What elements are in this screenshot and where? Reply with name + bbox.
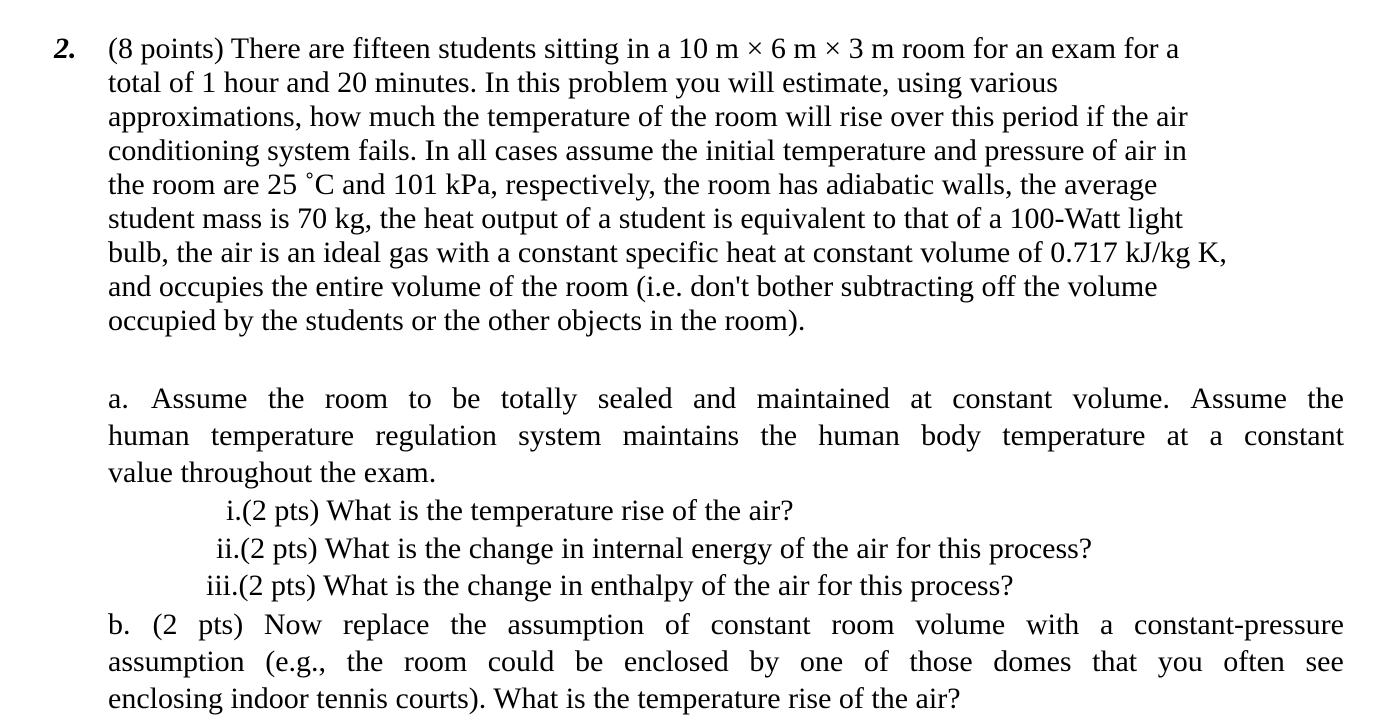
- word: the: [267, 382, 305, 415]
- word: those: [909, 645, 973, 678]
- word: domes: [993, 645, 1072, 678]
- part-b-line-row: [108, 643, 1344, 680]
- word: assumption: [108, 645, 245, 678]
- part-b-first-line: [108, 606, 1344, 643]
- part-a: [108, 380, 1344, 491]
- part-a-label: a.: [108, 382, 129, 415]
- subpart-text: (2 pts) What is the change in internal energy of the air for this process?: [240, 532, 1093, 565]
- word: temperature: [1002, 419, 1146, 452]
- intro-line: bulb, the air is an ideal gas with a constant specific heat at constant volume of 0.717 kJ/kg K,: [108, 236, 1227, 269]
- word: with: [1025, 608, 1080, 641]
- part-a-line: [151, 380, 1344, 417]
- subpart-label: i.: [226, 494, 242, 527]
- word: the: [346, 645, 384, 678]
- intro-line: total of 1 hour and 20 minutes. In this problem you will estimate, using various: [108, 66, 1058, 99]
- word: enclosed: [623, 645, 729, 678]
- intro-line: conditioning system fails. In all cases assume the initial temperature and pressure of air in: [108, 134, 1187, 167]
- word: could: [487, 645, 555, 678]
- word: at: [910, 382, 932, 415]
- part-a-first-line: [108, 380, 1344, 417]
- word: the: [1307, 382, 1344, 415]
- word: human: [818, 419, 900, 452]
- word: constant: [710, 608, 811, 641]
- intro-line: occupied by the students or the other objects in the room).: [108, 304, 806, 337]
- part-b-line: enclosing indoor tennis courts). What is the temperature rise of the air?: [108, 682, 961, 715]
- word: constant-pressure: [1134, 608, 1344, 641]
- word: system: [518, 419, 602, 452]
- word: often: [1223, 645, 1285, 678]
- word: be: [574, 645, 604, 678]
- word: room: [403, 645, 468, 678]
- part-b-line: [108, 643, 1344, 680]
- word: replace: [342, 608, 430, 641]
- word: a: [1099, 608, 1114, 641]
- word: constant: [952, 382, 1053, 415]
- subpart-label: iii.: [206, 569, 239, 602]
- question-intro: [108, 32, 1358, 338]
- word: sealed: [597, 382, 673, 415]
- word: at: [1166, 419, 1189, 452]
- subpart-label: ii.: [216, 532, 241, 565]
- word: maintains: [622, 419, 740, 452]
- subpart-text: (2 pts) What is the temperature rise of the air?: [241, 494, 794, 527]
- word: room: [831, 608, 895, 641]
- word: maintained: [756, 382, 890, 415]
- intro-line: and occupies the entire volume of the room (i.e. don't bother subtracting off the volume: [108, 270, 1158, 303]
- subpart-text: (2 pts) What is the change in enthalpy of the air for this process?: [238, 569, 1014, 602]
- word: totally: [500, 382, 578, 415]
- word: regulation: [375, 419, 497, 452]
- word: pts): [198, 608, 244, 641]
- word: to: [408, 382, 432, 415]
- intro-line: approximations, how much the temperature of the room will rise over this period if the air: [108, 100, 1188, 133]
- word: of: [863, 645, 889, 678]
- word: temperature: [210, 419, 355, 452]
- word: (2: [152, 608, 178, 641]
- word: volume: [915, 608, 1006, 641]
- word: volume.: [1072, 382, 1170, 415]
- part-a-line-row: [108, 417, 1344, 454]
- word: that: [1092, 645, 1138, 678]
- word: Now: [263, 608, 323, 641]
- part-b: [108, 606, 1344, 717]
- word: Assume: [1190, 382, 1287, 415]
- subpart-ii: [216, 530, 1092, 567]
- word: and: [692, 382, 737, 415]
- word: be: [452, 382, 481, 415]
- part-b-label: b.: [108, 608, 131, 641]
- word: body: [921, 419, 982, 452]
- word: constant: [1243, 419, 1344, 452]
- word: human: [108, 419, 190, 452]
- part-a-line: value throughout the exam.: [108, 456, 437, 489]
- word: assumption: [507, 608, 645, 641]
- intro-line: the room are 25 ˚C and 101 kPa, respectively, the room has adiabatic walls, the average: [108, 168, 1158, 201]
- word: (e.g.,: [265, 645, 327, 678]
- word: the: [450, 608, 487, 641]
- word: of: [664, 608, 690, 641]
- word: room: [324, 382, 389, 415]
- part-a-line: [108, 417, 1344, 454]
- intro-line: (8 points) There are fifteen students sitting in a 10 m × 6 m × 3 m room for an exam for a: [108, 32, 1180, 65]
- question-number: 2.: [54, 32, 77, 65]
- intro-line: student mass is 70 kg, the heat output of a student is equivalent to that of a 100-Watt light: [108, 202, 1183, 235]
- part-b-line: [153, 606, 1345, 643]
- word: by: [749, 645, 780, 678]
- word: one: [799, 645, 844, 678]
- word: you: [1157, 645, 1203, 678]
- word: the: [760, 419, 798, 452]
- subpart-iii: [206, 567, 1014, 604]
- word: see: [1305, 645, 1344, 678]
- word: Assume: [150, 382, 248, 415]
- subpart-i: [226, 492, 794, 529]
- word: a: [1209, 419, 1223, 452]
